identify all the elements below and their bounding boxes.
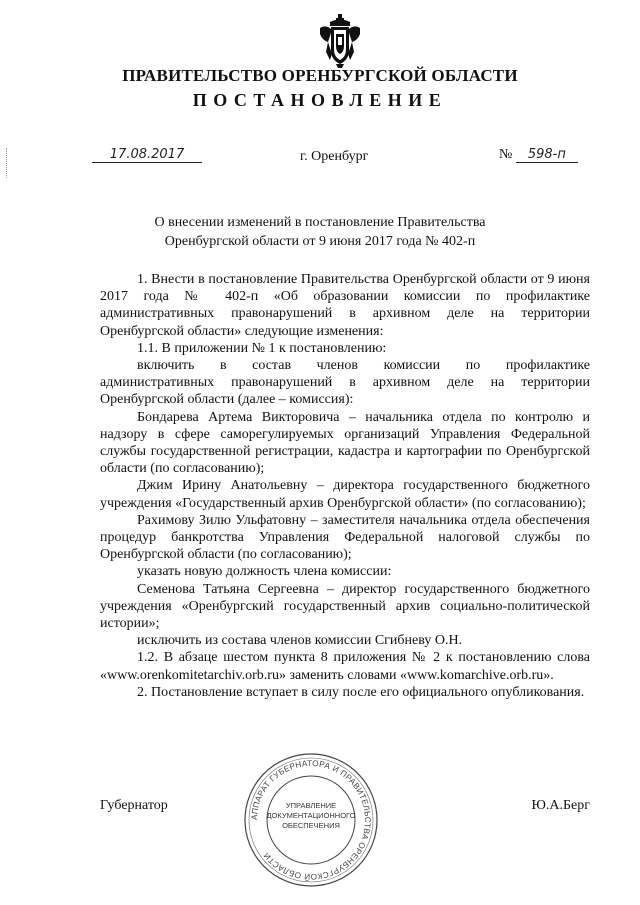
document-body xyxy=(100,271,590,701)
paragraph-semenova: Семенова Татьяна Сергеевна – директор государственного бюджетного учреждения «Оренбургский государственный архив социально-политической истории»; xyxy=(100,581,590,632)
date-value: 17.08.2017 xyxy=(109,147,185,162)
paragraph-1-1: 1.1. В приложении № 1 к постановлению: xyxy=(137,340,387,356)
stamp-line-3: ОБЕСПЕЧЕНИЯ xyxy=(282,821,340,830)
number-value: 598-п xyxy=(516,147,578,163)
paragraph-include-b: административных правонарушений в архивном деле на территории Оренбургской области (далее – комиссия): xyxy=(100,375,590,408)
stamp-ring-text: АППАРАТ ГУБЕРНАТОРА И ПРАВИТЕЛЬСТВА ОРЕНБУРГСКОЙ ОБЛАСТИ xyxy=(249,758,373,882)
paragraph-2: 2. Постановление вступает в силу после его официального опубликования. xyxy=(137,684,585,700)
document-number xyxy=(499,147,609,163)
coat-of-arms-icon xyxy=(318,12,362,68)
paragraph-new-position: указать новую должность члена комиссии: xyxy=(137,564,392,580)
date-underline xyxy=(92,162,202,163)
paragraph-include-a: включить в состав членов комиссии по профилактике xyxy=(137,358,590,374)
paragraph-1-2: 1.2. В абзаце шестом пункта 8 приложения № 2 к постановлению слова «www.orenkomitetarchiv.orb.ru» заменить словами «www.komarchive.orb.ru». xyxy=(100,650,590,683)
government-name: ПРАВИТЕЛЬСТВО ОРЕНБУРГСКОЙ ОБЛАСТИ xyxy=(122,66,518,85)
paragraph-1: 1. Внести в постановление Правительства Оренбургской области от 9 июня 2017 года № 402-п «Об образовании комиссии по профилактике административных правонарушений в архивном деле на территории Оренбургской области» следующие изменения: xyxy=(100,272,590,339)
stamp-line-2: ДОКУМЕНТАЦИОННОГО xyxy=(266,811,356,820)
signer-name: Ю.А.Берг xyxy=(531,798,590,813)
title-line-1: О внесении изменений в постановление Правительства xyxy=(154,215,486,230)
paragraph-dzhim: Джим Ирину Анатольевну – директора государственного бюджетного учреждения «Государственный архив Оренбургской области» (по согласованию); xyxy=(100,478,590,511)
stamp-center-text xyxy=(243,801,379,831)
paragraph-rakhimova: Рахимову Зилю Ульфатовну – заместителя начальника отдела обеспечения процедур банкротства Управления Федеральной налоговой службы по Оренбургской области (по согласованию); xyxy=(100,512,590,563)
document-city: г. Оренбург xyxy=(300,149,369,164)
signer-position: Губернатор xyxy=(100,798,168,813)
document-title xyxy=(0,213,640,251)
stamp-line-1: УПРАВЛЕНИЕ xyxy=(285,801,337,810)
paragraph-bondarev: Бондарева Артема Викторовича – начальника отдела по контролю и надзору в сфере саморегулируемых организаций Управления Федеральной службы государственной регистрации, кадастра и картографии по Оренбургской области (по согласованию); xyxy=(100,409,590,477)
document-type: ПОСТАНОВЛЕНИЕ xyxy=(192,90,448,110)
margin-mark xyxy=(6,148,9,178)
document-date xyxy=(92,147,202,163)
number-prefix: № xyxy=(499,147,513,162)
paragraph-exclude: исключить из состава членов комиссии Сгибневу О.Н. xyxy=(137,633,463,649)
title-line-2: Оренбургской области от 9 июня 2017 года № 402-п xyxy=(164,234,476,249)
